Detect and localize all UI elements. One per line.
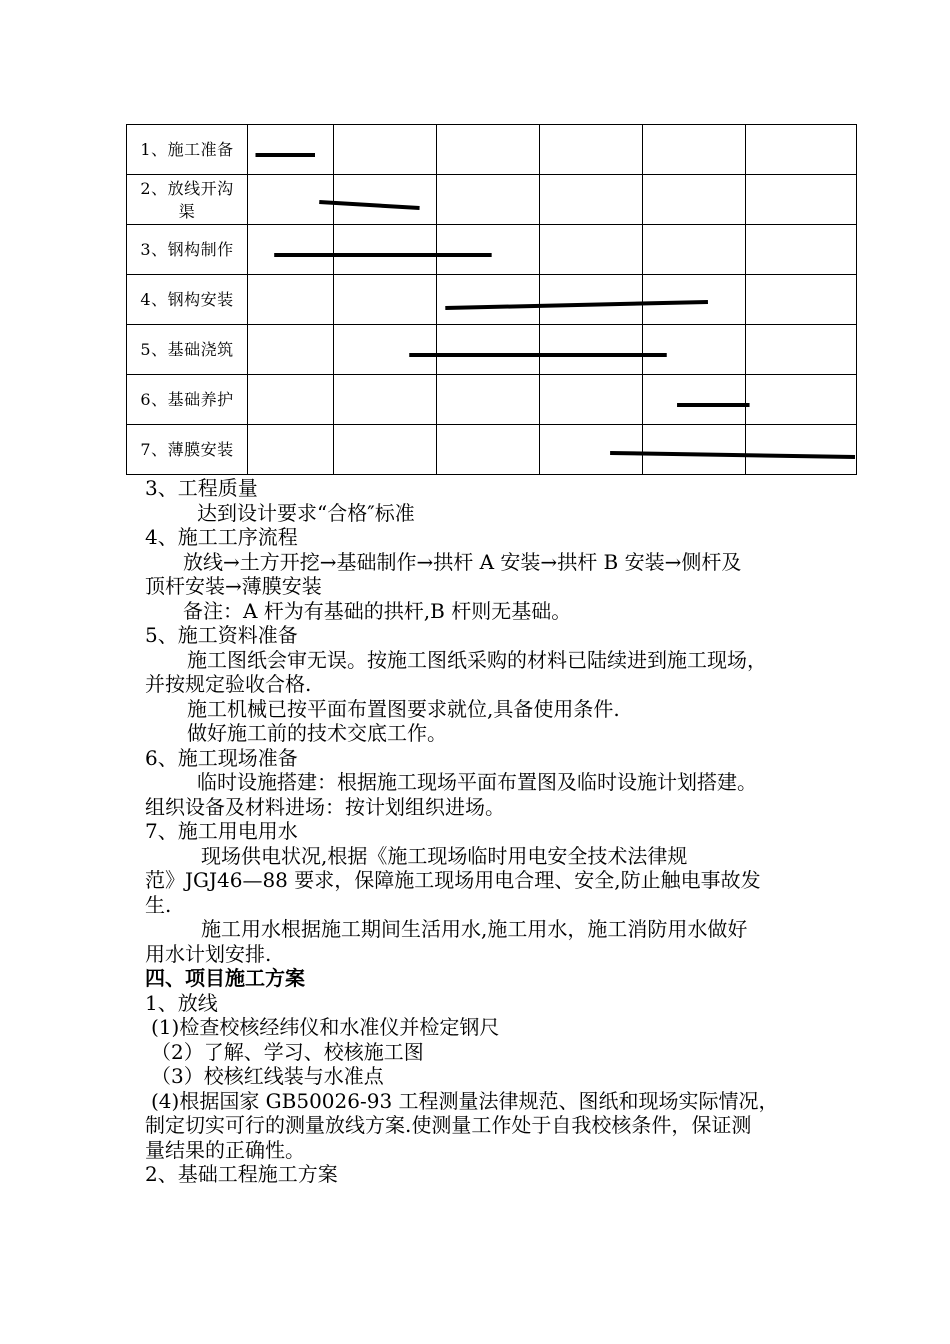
time-cell: [248, 175, 334, 225]
task-label: [127, 275, 248, 325]
task-label-line: 6、基础养护: [140, 390, 234, 409]
text-line: （2）了解、学习、校核施工图: [151, 1039, 424, 1064]
time-cell: [746, 275, 857, 325]
text-line: 施工用水根据施工期间生活用水,施工用水，施工消防用水做好: [201, 917, 748, 941]
text-line: 7、施工用电用水: [145, 819, 298, 843]
gantt-row: [127, 225, 857, 275]
time-cell: [746, 125, 857, 175]
time-cell: [746, 325, 857, 375]
time-cell: [437, 325, 540, 375]
time-cell: [540, 425, 643, 475]
time-cell: [437, 375, 540, 425]
task-label: [127, 425, 248, 475]
text-line: 做好施工前的技术交底工作。: [187, 721, 447, 745]
text-line: 制定切实可行的测量放线方案.使测量工作处于自我校核条件，保证测: [145, 1113, 752, 1137]
task-label: [127, 375, 248, 425]
time-cell: [334, 225, 437, 275]
time-cell: [334, 375, 437, 425]
task-label-line: 3、钢构制作: [140, 240, 234, 259]
text-line: 备注：A 杆为有基础的拱杆,B 杆则无基础。: [183, 598, 572, 623]
time-cell: [248, 325, 334, 375]
time-cell: [248, 425, 334, 475]
text-line: 1、放线: [145, 990, 218, 1015]
task-label-line: 渠: [178, 201, 196, 221]
time-cell: [746, 175, 857, 225]
section-heading: 四、项目施工方案: [145, 966, 305, 990]
gantt-row: [127, 275, 857, 325]
time-cell: [437, 125, 540, 175]
time-cell: [334, 275, 437, 325]
time-cell: [643, 275, 746, 325]
text-line: 施工图纸会审无误。按施工图纸采购的材料已陆续进到施工现场，: [187, 647, 767, 672]
text-line: 临时设施搭建：根据施工现场平面布置图及临时设施计划搭建。: [197, 770, 757, 794]
time-cell: [643, 325, 746, 375]
gantt-row: [127, 425, 857, 475]
time-cell: [437, 425, 540, 475]
task-label: [127, 225, 248, 275]
task-label: [127, 125, 248, 175]
time-cell: [334, 175, 437, 225]
time-cell: [540, 375, 643, 425]
text-line: (4)根据国家 GB50026-93 工程测量法律规范、图纸和现场实际情况，: [151, 1088, 779, 1113]
text-line: 6、施工现场准备: [145, 745, 298, 770]
time-cell: [437, 175, 540, 225]
task-label-line: 5、基础浇筑: [140, 340, 234, 359]
time-cell: [746, 425, 857, 475]
task-label-line: 4、钢构安装: [140, 290, 234, 309]
gantt-row: [127, 175, 857, 225]
time-cell: [643, 425, 746, 475]
text-line: 放线→土方开挖→基础制作→拱杆 A 安装→拱杆 B 安装→侧杆及: [183, 549, 742, 574]
gantt-row: [127, 375, 857, 425]
time-cell: [643, 225, 746, 275]
task-label: [127, 325, 248, 375]
text-line: 2、基础工程施工方案: [145, 1162, 338, 1186]
gantt-row: [127, 125, 857, 175]
time-cell: [643, 375, 746, 425]
time-cell: [746, 225, 857, 275]
text-line: 4、施工工序流程: [145, 525, 298, 549]
text-line: (1)检查校核经纬仪和水准仪并检定钢尺: [151, 1015, 500, 1039]
gantt-chart: [0, 0, 950, 480]
text-line: 3、工程质量: [145, 476, 258, 500]
time-cell: [248, 125, 334, 175]
task-label-line: 7、薄膜安装: [140, 440, 234, 459]
time-cell: [540, 325, 643, 375]
time-cell: [643, 125, 746, 175]
text-line: 现场供电状况,根据《施工现场临时用电安全技术法律规: [201, 843, 688, 868]
text-line: 并按规定验收合格.: [145, 672, 312, 696]
text-line: 5、施工资料准备: [145, 623, 298, 647]
time-cell: [334, 425, 437, 475]
time-cell: [540, 125, 643, 175]
text-line: 量结果的正确性。: [145, 1137, 305, 1162]
text-line: 用水计划安排.: [145, 941, 272, 966]
time-cell: [437, 225, 540, 275]
task-label: [127, 175, 248, 225]
text-line: 组织设备及材料进场：按计划组织进场。: [145, 794, 505, 819]
gantt-table: [126, 124, 857, 475]
text-line: 达到设计要求“合格″标准: [197, 500, 415, 525]
time-cell: [334, 125, 437, 175]
text-line: 范》JGJ46—88 要求，保障施工现场用电合理、安全,防止触电事故发: [145, 868, 761, 892]
time-cell: [437, 275, 540, 325]
text-line: 施工机械已按平面布置图要求就位,具备使用条件.: [187, 696, 620, 721]
time-cell: [248, 375, 334, 425]
task-label-line: 2、放线开沟: [140, 178, 234, 198]
time-cell: [643, 175, 746, 225]
document-body: [145, 476, 815, 1187]
time-cell: [540, 275, 643, 325]
task-label-line: 1、施工准备: [140, 140, 234, 159]
text-line: （3）校核红线装与水准点: [151, 1064, 384, 1088]
gantt-row: [127, 325, 857, 375]
time-cell: [248, 275, 334, 325]
time-cell: [540, 175, 643, 225]
time-cell: [540, 225, 643, 275]
text-line: 顶杆安装→薄膜安装: [145, 574, 322, 598]
time-cell: [334, 325, 437, 375]
time-cell: [248, 225, 334, 275]
text-line: 生.: [145, 892, 172, 917]
time-cell: [746, 375, 857, 425]
